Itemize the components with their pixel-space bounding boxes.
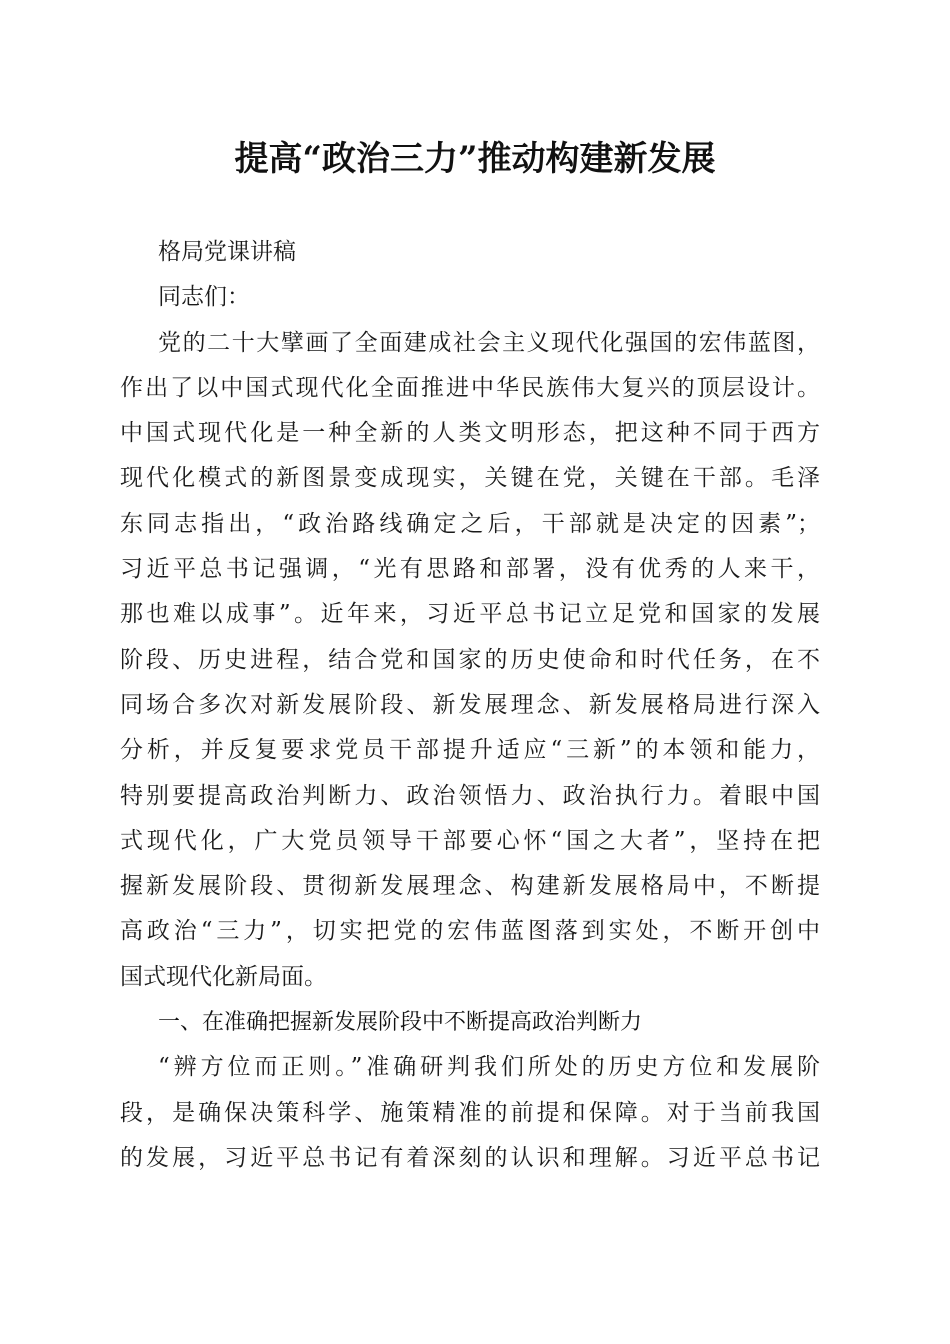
paragraph-line: 那也难以成事”。近年来，习近平总书记立足党和国家的发展 <box>120 601 820 628</box>
paragraph-line: 式现代化，广大党员领导干部要心怀“国之大者”，坚持在把 <box>120 827 820 854</box>
paragraph-line: 作出了以中国式现代化全面推进中华民族伟大复兴的顶层设计。 <box>120 374 820 401</box>
paragraph-line: 高政治“三力”，切实把党的宏伟蓝图落到实处，不断开创中 <box>120 918 820 945</box>
paragraph-line: 分析，并反复要求党员干部提升适应“三新”的本领和能力， <box>120 737 820 764</box>
paragraph-line: 国式现代化新局面。 <box>120 963 327 990</box>
paragraph-line: 党的二十大擘画了全面建成社会主义现代化强国的宏伟蓝图， <box>158 329 820 356</box>
paragraph-line: 的发展，习近平总书记有着深刻的认识和理解。习近平总书记 <box>120 1144 820 1171</box>
paragraph-line: 同场合多次对新发展阶段、新发展理念、新发展格局进行深入 <box>120 691 820 718</box>
paragraph-line: 握新发展阶段、贯彻新发展理念、构建新发展格局中，不断提 <box>120 873 820 900</box>
paragraph-line: 特别要提高政治判断力、政治领悟力、政治执行力。着眼中国 <box>120 782 820 809</box>
paragraph-line: 东同志指出，“政治路线确定之后，干部就是决定的因素”； <box>120 510 820 537</box>
paragraph-line: 中国式现代化是一种全新的人类文明形态，把这种不同于西方 <box>120 420 820 447</box>
salutation-line: 同志们： <box>158 284 250 311</box>
paragraph-line: 习近平总书记强调，“光有思路和部署，没有优秀的人来干， <box>120 556 820 583</box>
paragraph-line: “辨方位而正则。”准确研判我们所处的历史方位和发展阶 <box>158 1054 820 1081</box>
paragraph-line: 段，是确保决策科学、施策精准的前提和保障。对于当前我国 <box>120 1099 820 1126</box>
paragraph-line: 现代化模式的新图景变成现实，关键在党，关键在干部。毛泽 <box>120 465 820 492</box>
paragraph-line: 阶段、历史进程，结合党和国家的历史使命和时代任务，在不 <box>120 646 820 673</box>
title-continuation-line: 格局党课讲稿 <box>158 239 296 265</box>
section-heading: 一、在准确把握新发展阶段中不断提高政治判断力 <box>158 1010 643 1036</box>
document-body <box>120 230 820 1181</box>
document-title: 提高“政治三力”推动构建新发展 <box>234 139 716 179</box>
